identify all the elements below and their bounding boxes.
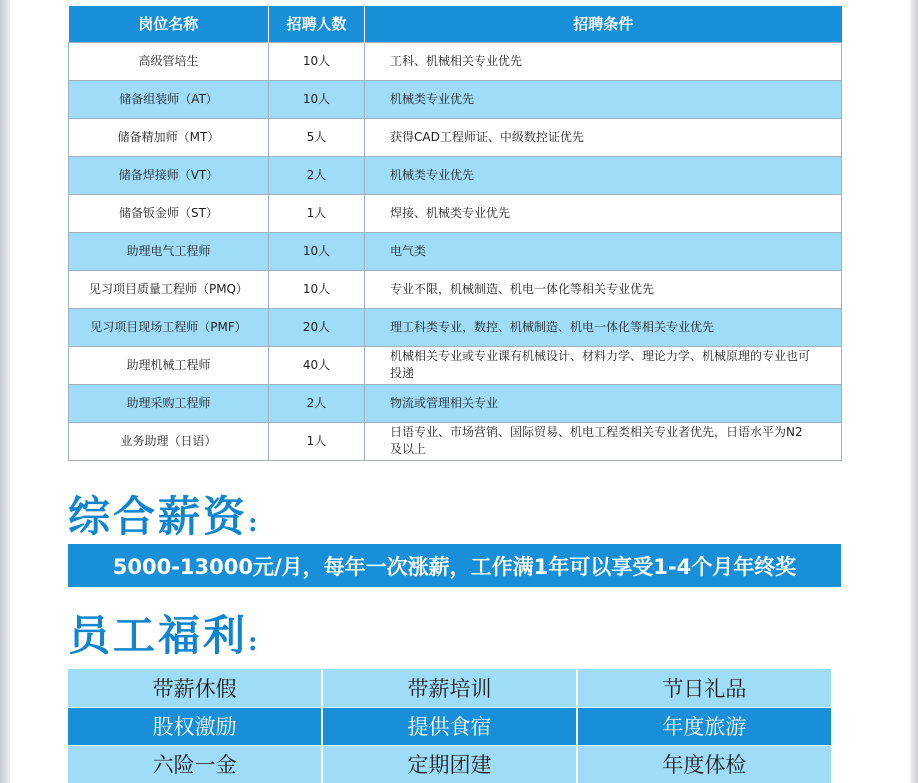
requirement-cell: 焊接、机械类专业优先 bbox=[365, 194, 842, 232]
requirement-cell: 机械类专业优先 bbox=[365, 80, 842, 118]
benefit-item: 带薪休假 bbox=[68, 669, 322, 707]
table-header-row bbox=[69, 6, 842, 42]
position-cell: 助理机械工程师 bbox=[69, 346, 269, 384]
benefit-item: 年度体检 bbox=[577, 745, 831, 783]
requirement-cell: 日语专业、市场营销、国际贸易、机电工程类相关专业者优先，日语水平为N2及以上 bbox=[365, 422, 842, 460]
benefit-item: 定期团建 bbox=[322, 745, 576, 783]
count-cell: 5人 bbox=[269, 118, 365, 156]
salary-text: 5000-13000元/月，每年一次涨薪，工作满1年可以享受1-4个月年终奖 bbox=[112, 554, 797, 579]
position-cell: 助理采购工程师 bbox=[69, 384, 269, 422]
position-cell: 见习项目质量工程师（PMQ） bbox=[69, 270, 269, 308]
count-cell: 10人 bbox=[269, 232, 365, 270]
salary-heading-colon: : bbox=[248, 508, 258, 538]
recruitment-table bbox=[68, 6, 842, 461]
position-cell: 储备组装师（AT） bbox=[69, 80, 269, 118]
position-cell: 见习项目现场工程师（PMF） bbox=[69, 308, 269, 346]
table-row bbox=[69, 346, 842, 384]
count-cell: 2人 bbox=[269, 384, 365, 422]
benefits-grid bbox=[68, 669, 831, 783]
table-row bbox=[69, 118, 842, 156]
benefit-item: 六险一金 bbox=[68, 745, 322, 783]
header-count: 招聘人数 bbox=[269, 6, 365, 42]
table-row bbox=[69, 384, 842, 422]
requirement-cell: 电气类 bbox=[365, 232, 842, 270]
position-cell: 储备精加师（MT） bbox=[69, 118, 269, 156]
benefits-row bbox=[68, 707, 831, 745]
salary-heading-text: 综合薪资 bbox=[68, 492, 249, 541]
table-row bbox=[69, 422, 842, 460]
benefit-item: 股权激励 bbox=[68, 707, 322, 745]
requirement-cell: 工科、机械相关专业优先 bbox=[365, 42, 842, 80]
benefits-heading-colon: : bbox=[248, 627, 258, 657]
count-cell: 10人 bbox=[269, 80, 365, 118]
requirement-cell: 专业不限，机械制造、机电一体化等相关专业优先 bbox=[365, 270, 842, 308]
position-cell: 储备钣金师（ST） bbox=[69, 194, 269, 232]
table-row bbox=[69, 42, 842, 80]
table-row bbox=[69, 194, 842, 232]
table-row bbox=[69, 308, 842, 346]
header-position: 岗位名称 bbox=[69, 6, 269, 42]
benefit-item: 提供食宿 bbox=[322, 707, 576, 745]
count-cell: 10人 bbox=[269, 270, 365, 308]
benefit-item: 带薪培训 bbox=[322, 669, 576, 707]
count-cell: 40人 bbox=[269, 346, 365, 384]
position-cell: 储备焊接师（VT） bbox=[69, 156, 269, 194]
position-cell: 业务助理（日语） bbox=[69, 422, 269, 460]
benefits-heading-text: 员工福利 bbox=[68, 611, 249, 660]
benefit-item: 年度旅游 bbox=[577, 707, 831, 745]
requirement-cell: 机械相关专业或专业课有机械设计、材料力学、理论力学、机械原理的专业也可投递 bbox=[365, 346, 842, 384]
table-row bbox=[69, 232, 842, 270]
salary-heading bbox=[68, 484, 258, 544]
benefits-heading bbox=[68, 603, 258, 663]
table-row bbox=[69, 80, 842, 118]
count-cell: 20人 bbox=[269, 308, 365, 346]
count-cell: 10人 bbox=[269, 42, 365, 80]
salary-banner bbox=[68, 544, 841, 587]
benefits-row bbox=[68, 669, 831, 707]
benefits-row bbox=[68, 745, 831, 783]
position-cell: 高级管培生 bbox=[69, 42, 269, 80]
benefit-item: 节日礼品 bbox=[577, 669, 831, 707]
requirement-cell: 获得CAD工程师证、中级数控证优先 bbox=[365, 118, 842, 156]
count-cell: 1人 bbox=[269, 422, 365, 460]
left-page-edge bbox=[0, 0, 10, 783]
requirement-cell: 机械类专业优先 bbox=[365, 156, 842, 194]
header-requirement: 招聘条件 bbox=[365, 6, 842, 42]
table-row bbox=[69, 156, 842, 194]
count-cell: 2人 bbox=[269, 156, 365, 194]
right-page-edge bbox=[910, 0, 918, 783]
requirement-cell: 理工科类专业，数控、机械制造、机电一体化等相关专业优先 bbox=[365, 308, 842, 346]
count-cell: 1人 bbox=[269, 194, 365, 232]
position-cell: 助理电气工程师 bbox=[69, 232, 269, 270]
table-row bbox=[69, 270, 842, 308]
requirement-cell: 物流或管理相关专业 bbox=[365, 384, 842, 422]
